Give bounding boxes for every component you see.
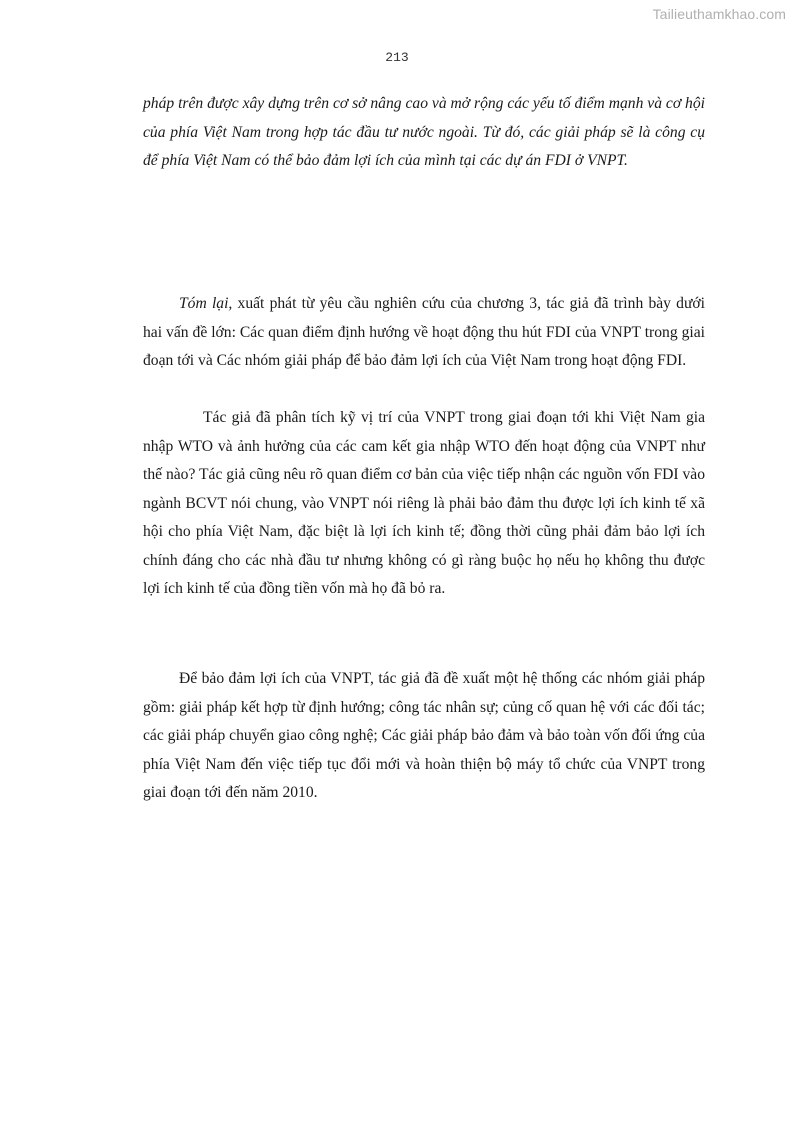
- summary-lead: Tóm lại,: [179, 295, 233, 312]
- italic-intro-paragraph: pháp trên được xây dựng trên cơ sở nâng cao và mở rộng các yếu tố điểm mạnh và cơ hội của phía Việt Nam trong hợp tác đầu tư nước ngoài. Từ đó, các giải pháp sẽ là công cụ để phía Việt Nam có thể bảo đảm lợi ích của mình tại các dự án FDI ở VNPT.: [143, 95, 705, 169]
- solutions-paragraph: Để bảo đảm lợi ích của VNPT, tác giả đã đề xuất một hệ thống các nhóm giải pháp gồm: giải pháp kết hợp từ định hướng; công tác nhân sự; củng cố quan hệ với các đối tác; các giải pháp chuyển giao công nghệ; Các giải pháp bảo đảm và bảo toàn vốn đối ứng của phía Việt Nam đến việc tiếp tục đổi mới và hoàn thiện bộ máy tổ chức của VNPT trong giai đoạn tới đến năm 2010.: [143, 670, 705, 801]
- summary-block: [143, 290, 705, 376]
- summary-paragraph: [143, 290, 705, 376]
- italic-intro-block: [143, 90, 705, 176]
- analysis-paragraph: Tác giả đã phân tích kỹ vị trí của VNPT trong giai đoạn tới khi Việt Nam gia nhập WTO và ảnh hưởng của các cam kết gia nhập WTO đến hoạt động của VNPT như thế nào? Tác giả cũng nêu rõ quan điểm cơ bản của việc tiếp nhận các nguồn vốn FDI vào ngành BCVT nói chung, vào VNPT nói riêng là phải bảo đảm thu được lợi ích kinh tế xã hội cho phía Việt Nam, đặc biệt là lợi ích kinh tế; đồng thời cũng phải đảm bảo lợi ích chính đáng cho các nhà đầu tư nhưng không có gì ràng buộc họ nếu họ không thu được lợi ích kinh tế của đồng tiền vốn mà họ đã bỏ ra.: [143, 409, 705, 597]
- summary-body: xuất phát từ yêu cầu nghiên cứu của chương 3, tác giả đã trình bày dưới hai vấn đề lớn: Các quan điểm định hướng về hoạt động thu hút FDI của VNPT trong giai đoạn tới và Các nhóm giải pháp để bảo đảm lợi ích của Việt Nam trong hoạt động FDI.: [143, 295, 705, 369]
- page-number: 213: [385, 50, 409, 65]
- solutions-block: [143, 665, 705, 808]
- analysis-block: [143, 404, 705, 604]
- watermark: Tailieuthamkhao.com: [652, 6, 786, 22]
